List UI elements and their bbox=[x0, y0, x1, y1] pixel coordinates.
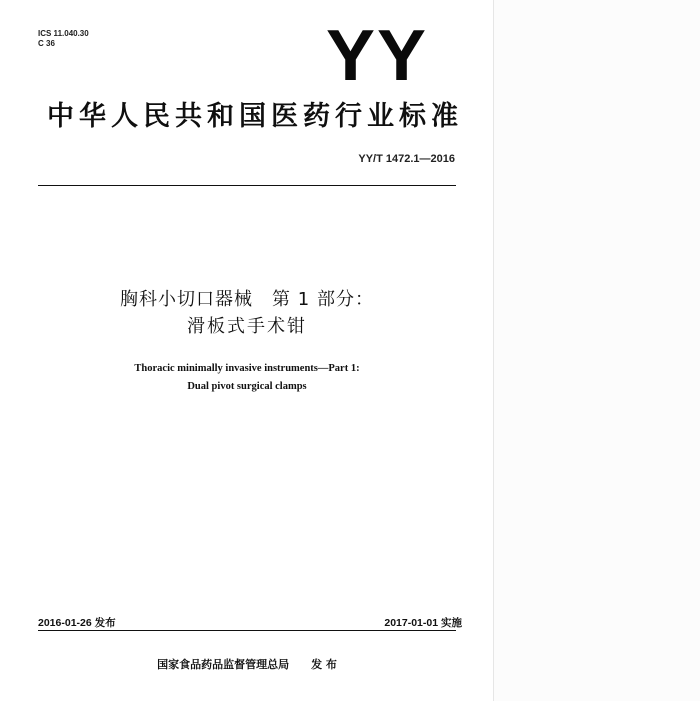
page-edge-divider bbox=[493, 0, 494, 701]
implementation-date: 2017-01-01 实施 bbox=[384, 617, 462, 629]
english-title-line-2: Dual pivot surgical clamps bbox=[187, 381, 307, 392]
header-divider bbox=[38, 185, 456, 186]
viewer-background bbox=[494, 0, 700, 701]
chinese-title-line-1: 胸科小切口器械 第 1 部分： bbox=[120, 289, 374, 310]
chinese-title-line-2: 滑板式手术钳 bbox=[187, 316, 307, 337]
ccs-code: C 36 bbox=[38, 39, 55, 48]
english-title-line-1: Thoracic minimally invasive instruments—Part 1: bbox=[134, 363, 360, 374]
standard-number: YY/T 1472.1—2016 bbox=[358, 153, 455, 165]
issuer-name: 国家食品药品监督管理总局 bbox=[157, 658, 290, 671]
release-date: 2016-01-26 发布 bbox=[38, 617, 116, 629]
yy-logo: YY bbox=[326, 16, 429, 96]
issuing-authority bbox=[38, 658, 456, 672]
issue-word: 发 布 bbox=[311, 658, 337, 671]
standard-category-title: 中华人民共和国医药行业标准 bbox=[47, 101, 463, 132]
ics-code: ICS 11.040.30 bbox=[38, 29, 89, 38]
footer-divider bbox=[38, 630, 456, 631]
classification-codes bbox=[38, 29, 89, 49]
